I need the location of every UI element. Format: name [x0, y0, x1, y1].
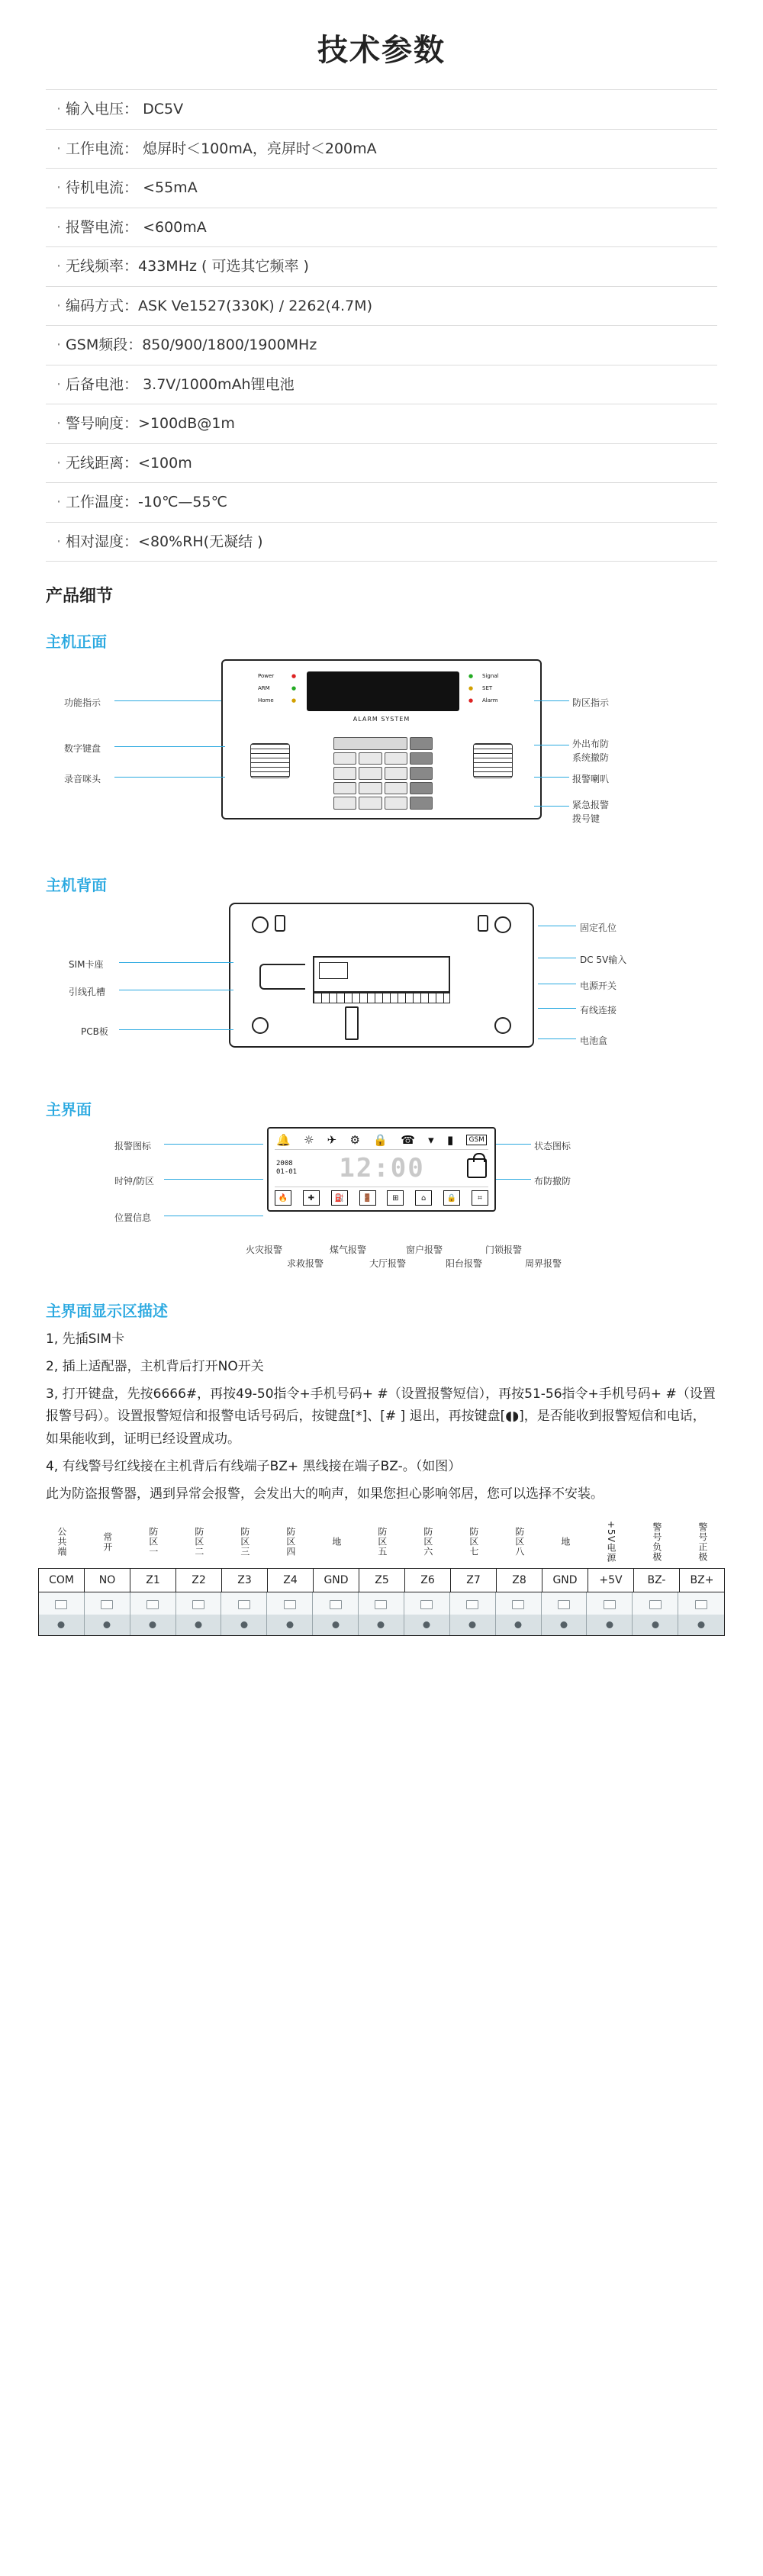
- bullet-dot: ·: [56, 179, 62, 196]
- cable-notch: [259, 964, 305, 990]
- led-dot-arm: ●: [291, 685, 297, 691]
- keypad-key[interactable]: [359, 767, 382, 780]
- terminal-label: 防区五: [376, 1527, 388, 1557]
- callout-dc-input: DC 5V输入: [580, 955, 627, 965]
- bullet-dot: ·: [56, 297, 62, 314]
- pcb-board: [313, 956, 450, 993]
- terminal-label: 公共端: [56, 1527, 67, 1557]
- terminal-code: NO: [84, 1568, 130, 1592]
- front-keypad[interactable]: [333, 737, 433, 810]
- terminal-label: 防区八: [513, 1527, 525, 1557]
- bell-icon: 🔔: [276, 1133, 291, 1147]
- lcd-date-block: [276, 1160, 297, 1177]
- keypad-key[interactable]: [410, 797, 433, 810]
- callout-clock-zone: 时钟/防区: [114, 1176, 155, 1187]
- bullet-dot: ·: [56, 375, 62, 393]
- keypad-key[interactable]: [385, 752, 407, 765]
- terminal-codes: [38, 1568, 725, 1592]
- speaker-grille: [473, 743, 513, 778]
- callout-emergency-alarm: 紧急报警: [572, 800, 610, 810]
- antenna-icon: ▾: [428, 1133, 434, 1147]
- callout-disarm: 系统撤防: [572, 752, 610, 763]
- bullet-dot: ·: [56, 533, 62, 550]
- spec-row: [46, 169, 717, 208]
- keypad-key[interactable]: [333, 767, 356, 780]
- bullet-dot: ·: [56, 140, 62, 157]
- figure-front: [46, 659, 717, 850]
- terminal-label: 防区六: [422, 1527, 433, 1557]
- instruction-item: 2, 插上适配器，主机背后打开NO开关: [46, 1358, 264, 1374]
- instruction-item: 4, 有线警号红线接在主机背后有线端子BZ+ 黑线接在端子BZ-。（如图）: [46, 1458, 462, 1474]
- battery-compartment: [345, 1006, 359, 1040]
- terminal-code: Z5: [359, 1568, 404, 1592]
- bullet-dot: ·: [56, 336, 62, 353]
- terminal-code: Z3: [221, 1568, 267, 1592]
- leader-line: [534, 700, 569, 701]
- keypad-key[interactable]: [333, 782, 356, 795]
- arm-disarm-lock-icon: [467, 1158, 487, 1178]
- lock-icon: 🔒: [373, 1133, 388, 1147]
- spec-row: [46, 130, 717, 169]
- leader-line: [538, 1038, 576, 1039]
- terminal-label: +5V电源: [605, 1521, 617, 1563]
- terminal-code: Z8: [496, 1568, 542, 1592]
- gas-alarm-icon: ⛽: [331, 1190, 348, 1206]
- spec-text: 警号响度：>100dB@1m: [66, 415, 235, 432]
- terminal-screw: [313, 1592, 359, 1635]
- figure-back: [46, 903, 717, 1074]
- subsection-back: 主机背面: [46, 876, 107, 894]
- terminal-code: Z4: [267, 1568, 313, 1592]
- callout-alarm-speaker: 报警喇叭: [572, 774, 610, 784]
- terminal-label: 防区一: [147, 1527, 159, 1557]
- terminal-label: 防区二: [193, 1527, 204, 1557]
- leader-line: [496, 1179, 531, 1180]
- figure-ui: [46, 1127, 717, 1276]
- terminal-label: 防区七: [468, 1527, 479, 1557]
- callout-away-arm: 外出布防: [572, 739, 610, 749]
- terminal-label: 警号负极: [651, 1521, 662, 1562]
- terminal-screw: [678, 1592, 724, 1635]
- callout-hall-alarm: 大厅报警: [369, 1258, 407, 1269]
- terminal-diagram: [38, 1519, 725, 1636]
- led-label-power: Power: [258, 673, 275, 679]
- led-dot-alarm: ●: [468, 697, 474, 704]
- microphone-grille: [250, 743, 290, 778]
- airplane-icon: ✈: [327, 1133, 337, 1147]
- led-label-arm: ARM: [258, 685, 270, 691]
- terminal-cn-labels: [38, 1519, 725, 1568]
- gsm-badge: GSM: [466, 1135, 486, 1145]
- leader-line: [538, 1008, 576, 1009]
- terminal-code: Z6: [404, 1568, 450, 1592]
- led-dot-power: ●: [291, 673, 297, 679]
- device-back-illustration: [229, 903, 534, 1048]
- mounting-slot: [478, 915, 488, 932]
- terminal-screw: [267, 1592, 313, 1635]
- led-label-signal: Signal: [482, 673, 499, 679]
- spec-text: 工作电流： 熄屏时＜100mA，亮屏时＜200mA: [66, 140, 377, 157]
- keypad-key[interactable]: [410, 737, 433, 750]
- spec-text: 无线距离：<100m: [66, 454, 192, 472]
- terminal-screw: [130, 1592, 176, 1635]
- subsection-ui: 主界面: [46, 1100, 92, 1119]
- spec-text: GSM频段：850/900/1800/1900MHz: [66, 336, 317, 353]
- callout-gas-alarm: 煤气报警: [330, 1245, 367, 1255]
- spec-text: 编码方式：ASK Ve1527(330K) / 2262(4.7M): [66, 297, 372, 314]
- leader-line: [534, 777, 569, 778]
- leader-line: [114, 777, 225, 778]
- keypad-key[interactable]: [410, 782, 433, 795]
- wired-terminal-block: [313, 993, 450, 1003]
- bullet-dot: ·: [56, 101, 62, 118]
- subsection-ui-desc: 主界面显示区描述: [46, 1302, 168, 1320]
- callout-window-alarm: 窗户报警: [406, 1245, 443, 1255]
- device-front-illustration: [221, 659, 542, 819]
- instruction-item: 3, 打开键盘，先按6666#，再按49-50指令+手机号码+ #（设置报警短信），再按51-56指令+手机号码+ #（设置报警号码）。设置报警短信和报警电话号码后，按键盘[*]、[# ] 退出，再按键盘[◖◗]，是否能收到报警短信和电话，如果能收到，证明已经设置成功。: [46, 1386, 716, 1447]
- instruction-item: 1, 先插SIM卡: [46, 1331, 125, 1347]
- leader-line: [114, 700, 221, 701]
- terminal-code: GND: [542, 1568, 588, 1592]
- front-brand-text: ALARM SYSTEM: [353, 716, 410, 723]
- callout-numeric-keypad: 数字键盘: [64, 743, 101, 754]
- callout-pcb: PCB板: [81, 1026, 108, 1037]
- callout-mounting-hole: 固定孔位: [580, 923, 617, 933]
- keypad-key[interactable]: [333, 752, 356, 765]
- lcd-zone-icon-row: [275, 1187, 488, 1206]
- keypad-key[interactable]: [410, 767, 433, 780]
- leader-line: [114, 746, 225, 747]
- keypad-key[interactable]: [385, 767, 407, 780]
- door-lock-alarm-icon: 🔒: [443, 1190, 460, 1206]
- terminal-code: Z2: [175, 1568, 221, 1592]
- spec-text: 输入电压： DC5V: [66, 101, 184, 118]
- mounting-hole: [494, 916, 511, 933]
- terminal-label: 地: [559, 1537, 571, 1547]
- callout-microphone: 录音咪头: [64, 774, 101, 784]
- spec-text: 相对湿度：<80%RH(无凝结 ): [66, 533, 263, 550]
- terminal-screw: [404, 1592, 450, 1635]
- keypad-key[interactable]: [359, 797, 382, 810]
- leader-line: [534, 806, 569, 807]
- bullet-dot: ·: [56, 494, 62, 510]
- spec-row: [46, 247, 717, 287]
- callout-dial-key: 拨号键: [572, 813, 600, 824]
- terminal-screw: [450, 1592, 496, 1635]
- spec-row: [46, 444, 717, 484]
- phone-icon: ☎: [401, 1133, 415, 1147]
- spec-text: 待机电流： <55mA: [66, 179, 198, 196]
- callout-battery-box: 电池盒: [580, 1035, 608, 1046]
- spec-table: [46, 89, 717, 562]
- callout-function-indicator: 功能指示: [64, 697, 101, 708]
- spec-row: [46, 287, 717, 327]
- mounting-hole: [252, 1017, 269, 1034]
- keypad-key[interactable]: [385, 797, 407, 810]
- keypad-key[interactable]: [385, 782, 407, 795]
- instruction-block: [46, 1328, 717, 1505]
- keypad-key[interactable]: [359, 782, 382, 795]
- terminal-label: 防区三: [239, 1527, 250, 1557]
- terminal-screw: [221, 1592, 267, 1635]
- callout-zone-indicator: 防区指示: [572, 697, 610, 708]
- lcd-clock-row: [275, 1149, 488, 1187]
- led-dot-signal: ●: [468, 673, 474, 679]
- spec-row: [46, 483, 717, 523]
- callout-sos-alarm: 求救报警: [287, 1258, 324, 1269]
- spec-text: 工作温度：-10℃—55℃: [66, 494, 227, 510]
- spec-row: [46, 523, 717, 562]
- keypad-key[interactable]: [410, 752, 433, 765]
- callout-cable-slot: 引线孔槽: [69, 987, 106, 997]
- terminal-screw: [85, 1592, 130, 1635]
- terminal-screw: [176, 1592, 222, 1635]
- terminal-code: COM: [38, 1568, 84, 1592]
- terminal-code: +5V: [588, 1568, 633, 1592]
- terminal-screw: [542, 1592, 588, 1635]
- mounting-hole: [494, 1017, 511, 1034]
- callout-perimeter-alarm: 周界报警: [525, 1258, 562, 1269]
- callout-fire-alarm: 火灾报警: [246, 1245, 283, 1255]
- terminal-label: 地: [330, 1537, 342, 1547]
- led-label-set: SET: [482, 685, 493, 691]
- spec-text: 后备电池： 3.7V/1000mAh锂电池: [66, 375, 295, 393]
- terminal-code: Z7: [450, 1568, 496, 1592]
- sos-alarm-icon: ✚: [303, 1190, 320, 1206]
- terminal-screw-strip: [38, 1592, 725, 1636]
- page-title: 技术参数: [317, 33, 446, 68]
- window-alarm-icon: ⊞: [387, 1190, 404, 1206]
- bullet-dot: ·: [56, 415, 62, 432]
- bullet-dot: ·: [56, 218, 62, 236]
- balcony-alarm-icon: ⌂: [415, 1190, 432, 1206]
- callout-arm-disarm: 布防撤防: [534, 1176, 571, 1187]
- leader-line: [119, 962, 233, 963]
- instruction-note: 此为防盗报警器，遇到异常会报警，会发出大的响声，如果您担心影响邻居，您可以选择不安装。: [46, 1486, 604, 1502]
- spec-row: [46, 404, 717, 444]
- leader-line: [164, 1144, 263, 1145]
- lcd-status-icon-row: [275, 1133, 488, 1149]
- led-dot-set: ●: [468, 685, 474, 691]
- terminal-code: Z1: [130, 1568, 175, 1592]
- callout-location-info: 位置信息: [114, 1212, 152, 1223]
- sun-icon: ☼: [303, 1133, 314, 1147]
- mounting-hole: [252, 916, 269, 933]
- bullet-dot: ·: [56, 258, 62, 275]
- callout-door-lock-alarm: 门锁报警: [485, 1245, 523, 1255]
- spec-row: [46, 90, 717, 130]
- lcd-date: 01-01: [276, 1168, 298, 1176]
- leader-line: [496, 1144, 531, 1145]
- led-label-alarm: Alarm: [482, 697, 498, 704]
- keypad-key[interactable]: [359, 752, 382, 765]
- spec-text: 报警电流： <600mA: [66, 218, 207, 236]
- led-dot-home: ●: [291, 697, 297, 704]
- gear-icon: ⚙: [349, 1133, 360, 1147]
- terminal-screw: [496, 1592, 542, 1635]
- spec-row: [46, 326, 717, 365]
- spec-row: [46, 208, 717, 248]
- terminal-code: BZ-: [633, 1568, 679, 1592]
- terminal-label: 防区四: [285, 1527, 296, 1557]
- terminal-screw: [587, 1592, 633, 1635]
- keypad-display-bar: [333, 737, 407, 750]
- callout-balcony-alarm: 阳台报警: [446, 1258, 483, 1269]
- callout-wired-connection: 有线连接: [580, 1005, 617, 1016]
- sim-card-holder: [319, 962, 348, 979]
- led-label-home: Home: [258, 697, 274, 704]
- front-lcd-screen: [307, 671, 459, 711]
- terminal-code: GND: [313, 1568, 359, 1592]
- section-product-detail: 产品细节: [46, 587, 114, 606]
- lcd-display: [267, 1127, 496, 1212]
- hall-alarm-icon: 🚪: [359, 1190, 376, 1206]
- perimeter-alarm-icon: ⌗: [472, 1190, 488, 1206]
- signal-bars-icon: ▮: [446, 1133, 454, 1147]
- leader-line: [119, 1029, 233, 1030]
- mounting-slot: [275, 915, 285, 932]
- terminal-code: BZ+: [679, 1568, 725, 1592]
- spec-text: 无线频率：433MHz ( 可选其它频率 ): [66, 258, 309, 275]
- fire-alarm-icon: 🔥: [275, 1190, 291, 1206]
- lcd-year: 2008: [276, 1159, 293, 1167]
- callout-status-icons: 状态图标: [534, 1141, 571, 1151]
- subsection-front: 主机正面: [46, 633, 107, 651]
- leader-line: [164, 1179, 263, 1180]
- terminal-screw: [633, 1592, 678, 1635]
- spec-row: [46, 365, 717, 405]
- terminal-screw: [359, 1592, 404, 1635]
- terminal-label: 警号正极: [697, 1521, 708, 1562]
- callout-alarm-icons: 报警图标: [114, 1141, 152, 1151]
- callout-sim-holder: SIM卡座: [69, 959, 104, 970]
- keypad-key[interactable]: [333, 797, 356, 810]
- callout-power-switch: 电源开关: [580, 980, 617, 991]
- lcd-time: 12:00: [339, 1153, 425, 1183]
- terminal-label: 常开: [101, 1531, 113, 1552]
- bullet-dot: ·: [56, 454, 62, 472]
- terminal-screw: [39, 1592, 85, 1635]
